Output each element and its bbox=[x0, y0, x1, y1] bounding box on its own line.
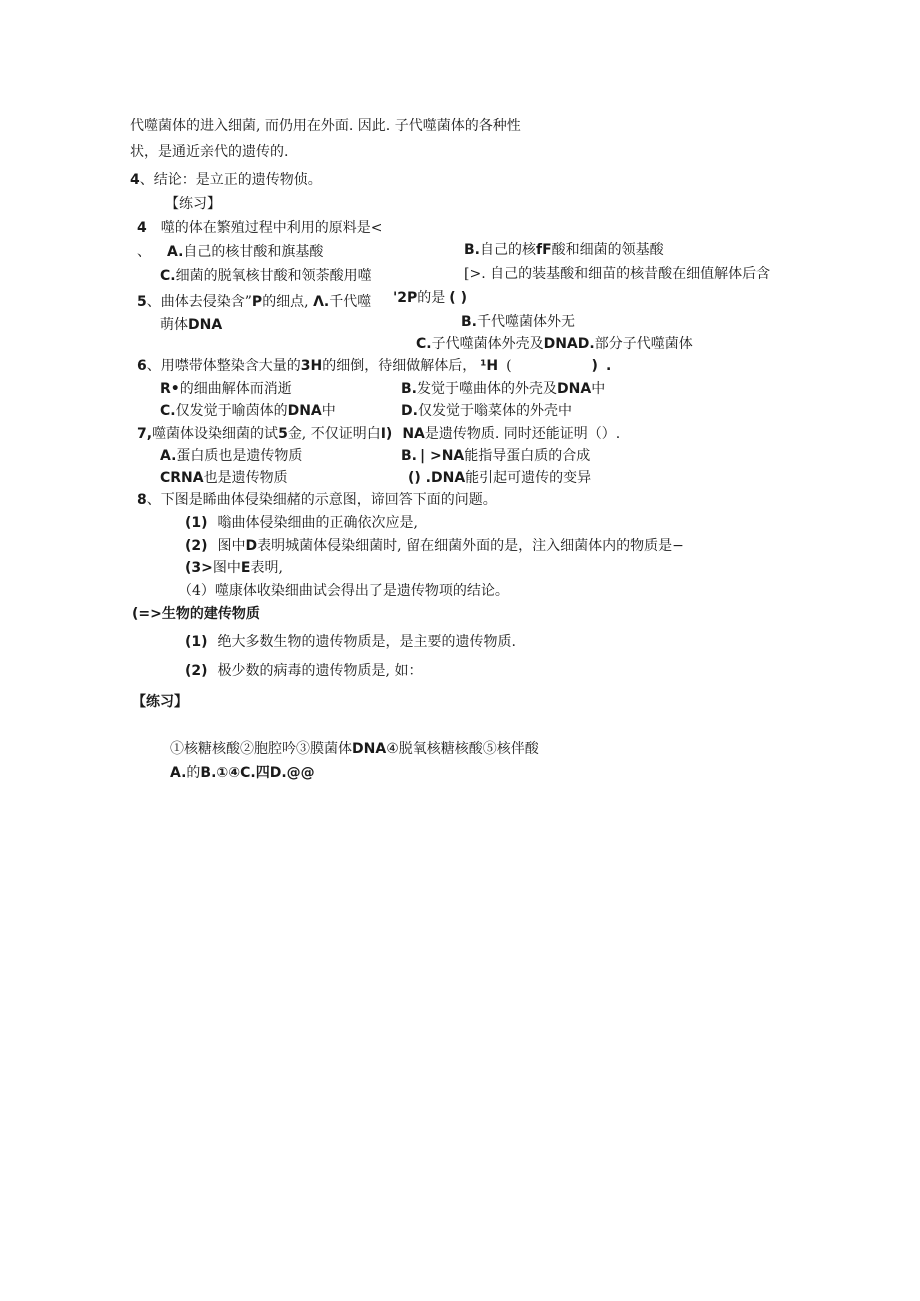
q7-b-text: 能指导蛋白质的合成 bbox=[464, 448, 591, 464]
q6-sep: 、 bbox=[146, 358, 161, 374]
q8-number: 8 bbox=[137, 492, 147, 508]
q5-stem-line bbox=[137, 293, 371, 311]
practice-heading-1: 【练习】 bbox=[165, 196, 221, 212]
q5-quote: ” bbox=[244, 294, 252, 310]
q7-stem-line bbox=[137, 425, 620, 443]
q6-b-end: 中 bbox=[591, 381, 606, 397]
q4-a-key: A. bbox=[167, 244, 184, 260]
q8-stem: 下图是睎曲体侵染细赭的示意图，谛回答下面的问题。 bbox=[160, 492, 497, 508]
final-answer-a: A. bbox=[170, 765, 187, 781]
q5-stem-1: 曲体去侵染含 bbox=[160, 294, 245, 310]
q5-d-key: D. bbox=[577, 336, 595, 352]
q8-sub-2 bbox=[185, 537, 684, 555]
q7-stem-1: 噬菌体设染细菌的试 bbox=[152, 426, 279, 442]
q5-mid-text: 的是 bbox=[417, 290, 446, 306]
q8-sep: 、 bbox=[146, 492, 161, 508]
section-point-2 bbox=[185, 662, 422, 680]
section-p1-text: 绝大多数生物的遗传物质是，是主要的遗传物质. bbox=[217, 634, 516, 650]
q6-dot: . bbox=[605, 358, 612, 374]
q4-b-bold: fF bbox=[536, 242, 552, 258]
q8-s4-text: 噬康体收染细曲试会得出了是遗传物项的结论。 bbox=[214, 583, 509, 599]
q6-number: 6 bbox=[137, 358, 147, 374]
q8-s3-bold: E bbox=[240, 560, 251, 576]
q4-stem: 噬的体在繁殖过程中利用的原料是< bbox=[160, 220, 383, 236]
q7-option-a bbox=[160, 447, 302, 465]
q7-five: 5 bbox=[278, 426, 288, 442]
q6-option-d bbox=[401, 402, 572, 420]
q7-c-key: CRNA bbox=[160, 470, 204, 486]
q6-option-a bbox=[160, 380, 292, 398]
section-point-1 bbox=[185, 633, 516, 651]
q5-option-b bbox=[461, 313, 575, 331]
conclusion-line bbox=[130, 171, 322, 189]
q5-c-text: 子代噬菌体外壳及 bbox=[431, 336, 544, 352]
q6-d-text: 仅发觉于嗡菜体的外壳中 bbox=[417, 403, 572, 419]
q6-option-c bbox=[160, 402, 336, 420]
q5-b-key: B. bbox=[461, 314, 477, 330]
q5-mid-bold: '2P bbox=[393, 290, 418, 306]
q4-option-c bbox=[160, 267, 372, 285]
q4-option-b bbox=[464, 241, 664, 259]
q4-c-key: C. bbox=[160, 268, 176, 284]
q5-stem-3: 千代噬 bbox=[329, 294, 372, 310]
section-prefix: (=> bbox=[132, 606, 162, 622]
q6-b-text: 发觉于噬曲体的外壳及 bbox=[417, 381, 557, 397]
q7-na: NA bbox=[402, 426, 425, 442]
q5-d-text: 部分子代噬菌体 bbox=[594, 336, 693, 352]
final-answer-a-text: 的 bbox=[186, 765, 201, 781]
q6-a-key: R• bbox=[160, 381, 180, 397]
q8-s1-num: (1) bbox=[185, 515, 208, 531]
q4-option-d: [>. 自己的装基酸和细苗的核昔酸在细值解体后含 bbox=[464, 266, 771, 282]
q6-b-bold: DNA bbox=[557, 381, 592, 397]
q8-s2-text-a: 图中 bbox=[217, 538, 246, 554]
q5-c-key: C. bbox=[416, 336, 432, 352]
q6-option-b bbox=[401, 380, 605, 398]
q5-number: 5 bbox=[137, 294, 147, 310]
q5-p: P bbox=[251, 294, 263, 310]
section-p1-num: (1) bbox=[185, 634, 208, 650]
q4-c-text: 细菌的脱氧核甘酸和领荼酸用噬 bbox=[175, 268, 372, 284]
section-p2-num: (2) bbox=[185, 663, 208, 679]
q5-sep: 、 bbox=[146, 294, 161, 310]
q7-c-text: 也是遗传物质 bbox=[203, 470, 288, 486]
q5-b-text: 千代噬菌体外无 bbox=[477, 314, 575, 330]
q5-option-c-d bbox=[416, 335, 693, 353]
q4-b-key: B. bbox=[464, 242, 480, 258]
q4-option-a bbox=[137, 243, 323, 261]
q7-option-c bbox=[160, 469, 288, 487]
q8-s3-num: (3> bbox=[185, 560, 213, 576]
q7-d-text: 能引起可遗传的变异 bbox=[465, 470, 592, 486]
q5-lambda: Λ. bbox=[313, 294, 330, 310]
section-p2-text: 极少数的病毒的遗传物质是, 如： bbox=[217, 663, 423, 679]
conclusion-number: 4 bbox=[130, 172, 140, 188]
q8-s2-text-b: 表明城菌体侵染细菌时, 留在细菌外面的是，注入细菌体内的物质是− bbox=[257, 538, 684, 554]
q6-stem-1: 用噤带体整染含大量的 bbox=[160, 358, 301, 374]
q7-option-b bbox=[401, 447, 590, 465]
q6-h: ¹H bbox=[480, 358, 499, 374]
q8-s2-bold: D bbox=[245, 538, 258, 554]
final-options bbox=[170, 740, 539, 758]
q6-stem-2: 的细倒，待细做解体后， bbox=[322, 358, 477, 374]
final-options-1: ①核糖核酸②胞腔吟③膜菌体 bbox=[170, 741, 352, 757]
q7-d-key: () .DNA bbox=[408, 470, 466, 486]
q6-d-key: D. bbox=[401, 403, 418, 419]
intro-line-1: 代噬菌体的进入细菌, 而仍用在外面. 因此. 子代噬菌体的各种性 bbox=[130, 118, 521, 134]
q7-stem-2: 金, 不仅证明白 bbox=[287, 426, 381, 442]
q5-line-2 bbox=[160, 316, 222, 334]
q5-c-bold: DNA bbox=[543, 336, 578, 352]
intro-line-2: 状，是通近亲代的遗传的. bbox=[130, 144, 289, 160]
q6-3h: 3H bbox=[300, 358, 323, 374]
q4-stem-line bbox=[137, 219, 382, 237]
q5-line2-bold: DNA bbox=[188, 317, 223, 333]
q7-i: I) bbox=[380, 426, 393, 442]
q8-s1-text: 嗡曲体侵染细曲的正确依次应是, bbox=[217, 515, 418, 531]
q5-mid bbox=[393, 289, 467, 307]
q5-stem-2: 的细点, bbox=[262, 294, 314, 310]
q6-c-key: C. bbox=[160, 403, 176, 419]
final-answer-rest: B.①④C.四D.@@ bbox=[200, 765, 315, 781]
q7-b-symbol: | >NA bbox=[420, 448, 465, 464]
q6-stem-line bbox=[137, 357, 611, 375]
q6-c-bold: DNA bbox=[287, 403, 322, 419]
section-heading bbox=[132, 605, 260, 623]
q7-a-key: A. bbox=[160, 448, 177, 464]
section-title: 生物的建传物质 bbox=[161, 606, 260, 622]
q4-b-text-2: 酸和细菌的领基酸 bbox=[551, 242, 664, 258]
q8-stem-line bbox=[137, 491, 497, 509]
q4-number: 4 bbox=[137, 220, 147, 236]
q8-sub-1 bbox=[185, 514, 418, 532]
q6-a-text: 的细曲解体而消逝 bbox=[179, 381, 292, 397]
q7-a-text: 蛋白质也是遗传物质 bbox=[176, 448, 303, 464]
q6-paren-left: ( bbox=[506, 358, 512, 374]
q4-a-text: 自己的核甘酸和旗基酸 bbox=[183, 244, 324, 260]
practice-heading-2: 【练习】 bbox=[132, 694, 188, 710]
q8-s2-num: (2) bbox=[185, 538, 208, 554]
q8-s3-text-b: 表明, bbox=[250, 560, 283, 576]
q4-b-text-1: 自己的核 bbox=[480, 242, 536, 258]
q7-b-key: B. bbox=[401, 448, 417, 464]
q8-sub-3 bbox=[185, 559, 283, 577]
q5-paren: ( ) bbox=[449, 290, 467, 306]
q7-stem-3: 是遗传物质. 同时还能证明（）. bbox=[424, 426, 621, 442]
q6-c-end: 中 bbox=[321, 403, 336, 419]
q7-option-d bbox=[408, 469, 591, 487]
q4-mark: 、 bbox=[137, 244, 151, 260]
conclusion-sep: 、 bbox=[139, 172, 154, 188]
q8-sub-4 bbox=[178, 582, 509, 600]
q6-b-key: B. bbox=[401, 381, 417, 397]
q6-paren-right: ) bbox=[591, 358, 598, 374]
q6-c-text: 仅发觉于喻茵体的 bbox=[175, 403, 288, 419]
final-answers bbox=[170, 764, 315, 782]
final-options-2: ④脱氧核糖核酸⑤核伴酸 bbox=[386, 741, 539, 757]
q8-s4-num: （4） bbox=[178, 583, 215, 599]
final-options-bold: DNA bbox=[352, 741, 387, 757]
q5-line2-text: 萌体 bbox=[160, 317, 188, 333]
q8-s3-text-a: 图中 bbox=[212, 560, 241, 576]
q7-number: 7, bbox=[137, 426, 153, 442]
conclusion-text: 结论：是立正的遗传物侦。 bbox=[153, 172, 322, 188]
